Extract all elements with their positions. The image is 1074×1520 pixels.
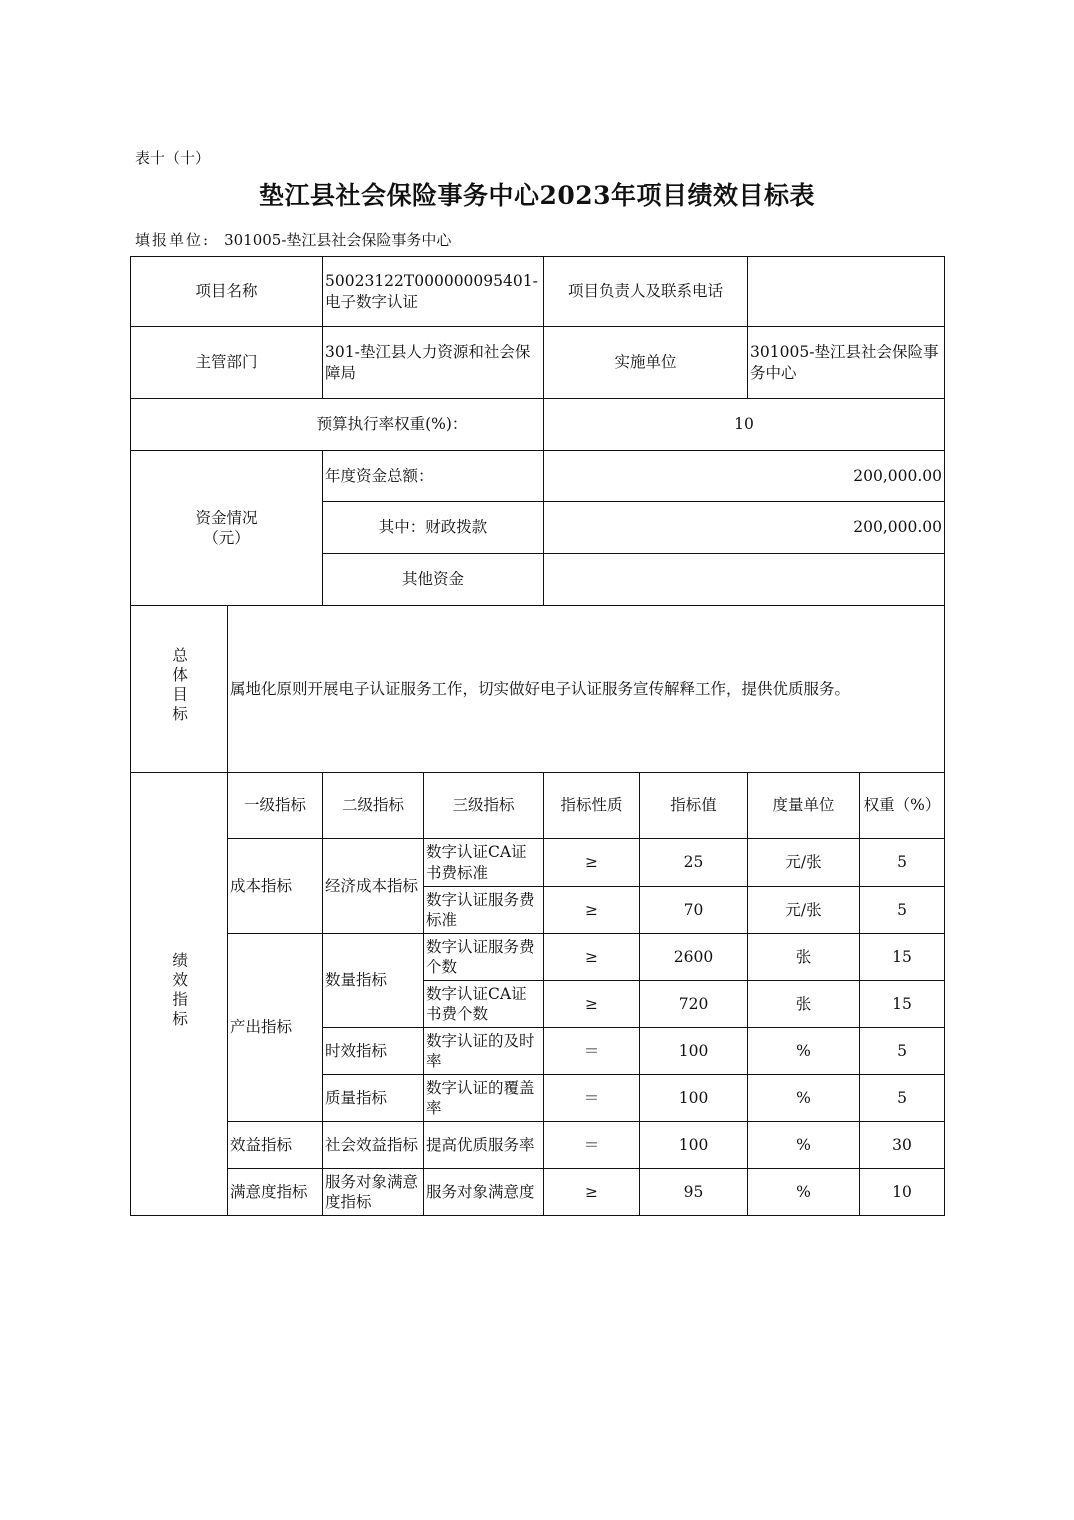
indicator-name: 服务对象满意度: [424, 1169, 544, 1216]
level1-cost: 成本指标: [228, 839, 323, 934]
fill-unit-label: 填报单位:: [135, 231, 211, 249]
annual-total-value: 200,000.00: [544, 451, 945, 502]
indicator-operator: ≥: [544, 887, 640, 934]
header-level1: 一级指标: [228, 773, 323, 839]
indicator-operator: ＝: [544, 1075, 640, 1122]
indicator-value: 2600: [640, 934, 748, 981]
indicator-value: 720: [640, 981, 748, 1028]
indicator-weight: 5: [860, 1028, 945, 1075]
indicator-name: 数字认证的及时率: [424, 1028, 544, 1075]
indicator-name: 数字认证CA证书费个数: [424, 981, 544, 1028]
other-funds-value: [544, 554, 945, 606]
row-overall-goal: [131, 606, 945, 773]
indicators-section-label: [131, 773, 228, 1216]
indicator-weight: 5: [860, 887, 945, 934]
header-weight: 权重（%）: [860, 773, 945, 839]
indicator-value: 70: [640, 887, 748, 934]
indicator-unit: %: [748, 1169, 860, 1216]
level1-satisfaction: 满意度指标: [228, 1169, 323, 1216]
table-row: [131, 1122, 945, 1169]
header-level2: 二级指标: [323, 773, 424, 839]
indicator-name: 提高优质服务率: [424, 1122, 544, 1169]
header-nature: 指标性质: [544, 773, 640, 839]
indicator-weight: 30: [860, 1122, 945, 1169]
level2-social-benefit: 社会效益指标: [323, 1122, 424, 1169]
budget-rate-value: 10: [544, 399, 945, 451]
row-budget-rate: [131, 399, 945, 451]
indicator-unit: 张: [748, 981, 860, 1028]
level2-timeliness: 时效指标: [323, 1028, 424, 1075]
level2-quantity: 数量指标: [323, 934, 424, 1028]
indicator-unit: %: [748, 1122, 860, 1169]
indicator-unit: 元/张: [748, 887, 860, 934]
row-project-name: [131, 257, 945, 327]
indicator-operator: ≥: [544, 839, 640, 887]
indicator-operator: ＝: [544, 1028, 640, 1075]
fiscal-value: 200,000.00: [544, 502, 945, 554]
leader-label: 项目负责人及联系电话: [544, 257, 748, 327]
indicator-value: 95: [640, 1169, 748, 1216]
indicator-unit: %: [748, 1075, 860, 1122]
indicator-unit: 张: [748, 934, 860, 981]
indicator-name: 数字认证CA证书费标准: [424, 839, 544, 887]
funds-label: 资金情况 （元）: [131, 451, 323, 606]
indicator-weight: 15: [860, 934, 945, 981]
row-annual-total: [131, 451, 945, 502]
indicator-weight: 10: [860, 1169, 945, 1216]
indicator-value: 25: [640, 839, 748, 887]
indicator-unit: %: [748, 1028, 860, 1075]
level2-economic-cost: 经济成本指标: [323, 839, 424, 934]
indicator-weight: 5: [860, 839, 945, 887]
impl-label: 实施单位: [544, 327, 748, 399]
indicator-weight: 5: [860, 1075, 945, 1122]
overall-goal-label-text: 总体目标: [170, 647, 189, 726]
table-row: [131, 839, 945, 887]
overall-goal-value: 属地化原则开展电子认证服务工作，切实做好电子认证服务宣传解释工作，提供优质服务。: [228, 606, 945, 773]
indicator-operator: ≥: [544, 1169, 640, 1216]
indicator-operator: ≥: [544, 981, 640, 1028]
level1-benefit: 效益指标: [228, 1122, 323, 1169]
indicator-name: 数字认证服务费个数: [424, 934, 544, 981]
impl-value: 301005-垫江县社会保险事务中心: [748, 327, 945, 399]
level2-quality: 质量指标: [323, 1075, 424, 1122]
row-department: [131, 327, 945, 399]
header-level3: 三级指标: [424, 773, 544, 839]
budget-rate-label-text: 预算执行率权重(%)：: [316, 415, 468, 434]
level1-output: 产出指标: [228, 934, 323, 1122]
indicator-value: 100: [640, 1028, 748, 1075]
indicator-unit: 元/张: [748, 839, 860, 887]
fill-unit-value: 301005-垫江县社会保险事务中心: [224, 231, 452, 249]
indicator-value: 100: [640, 1122, 748, 1169]
indicator-name: 数字认证的覆盖率: [424, 1075, 544, 1122]
indicator-weight: 15: [860, 981, 945, 1028]
project-name-label: 项目名称: [131, 257, 323, 327]
table-number: 表十（十）: [135, 149, 211, 167]
indicator-operator: ＝: [544, 1122, 640, 1169]
fiscal-label: 其中：财政拨款: [323, 502, 544, 554]
indicator-header-row: [131, 773, 945, 839]
indicator-name: 数字认证服务费标准: [424, 887, 544, 934]
other-funds-label: 其他资金: [323, 554, 544, 606]
budget-rate-label: [131, 399, 544, 451]
fill-unit: [135, 229, 451, 250]
level2-service-satisfaction: 服务对象满意度指标: [323, 1169, 424, 1216]
indicators-section-label-text: 绩效指标: [170, 952, 189, 1031]
header-value: 指标值: [640, 773, 748, 839]
project-name-value: 50023122T000000095401-电子数字认证: [323, 257, 544, 327]
dept-value: 301-垫江县人力资源和社会保障局: [323, 327, 544, 399]
leader-value: [748, 257, 945, 327]
page-title: 垫江县社会保险事务中心2023年项目绩效目标表: [258, 181, 816, 210]
indicator-operator: ≥: [544, 934, 640, 981]
header-unit: 度量单位: [748, 773, 860, 839]
annual-total-label: 年度资金总额：: [323, 451, 544, 502]
table-row: [131, 1169, 945, 1216]
table-row: [131, 934, 945, 981]
dept-label: 主管部门: [131, 327, 323, 399]
overall-goal-label: [131, 606, 228, 773]
indicator-value: 100: [640, 1075, 748, 1122]
performance-table: [130, 256, 945, 1216]
